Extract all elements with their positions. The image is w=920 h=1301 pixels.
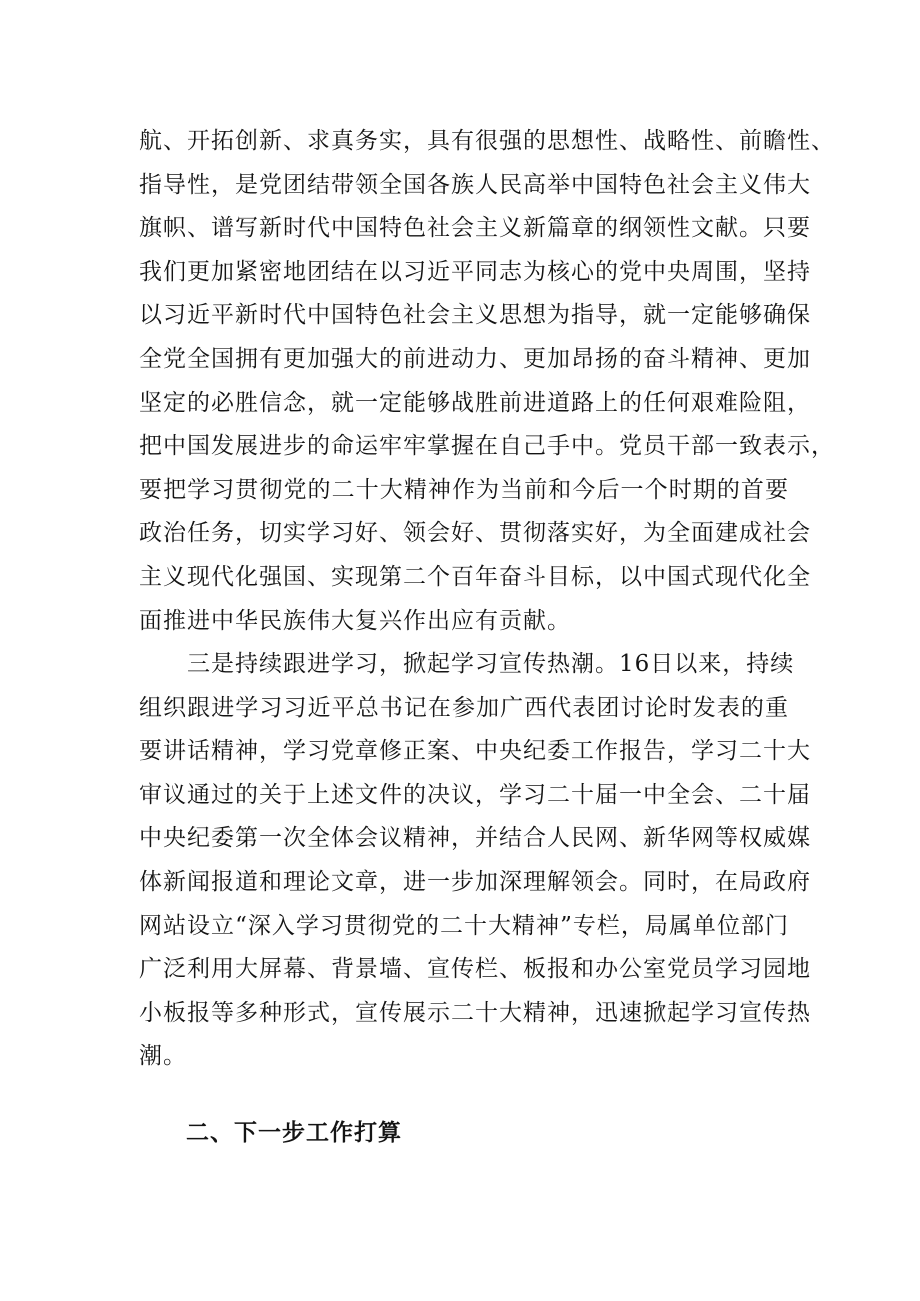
paragraph-line: 政治任务，切实学习好、领会好、贯彻落实好，为全面建成社会 <box>139 520 811 547</box>
paragraph-line: 主义现代化强国、实现第二个百年奋斗目标，以中国式现代化全 <box>139 563 811 590</box>
paragraph-line: 我们更加紧密地团结在以习近平同志为核心的党中央周围，坚持 <box>139 258 811 285</box>
paragraph-line: 以习近平新时代中国特色社会主义思想为指导，就一定能够确保 <box>139 302 811 329</box>
paragraph-line: 审议通过的关于上述文件的决议，学习二十届一中全会、二十届 <box>139 781 811 808</box>
paragraph-line: 航、开拓创新、求真务实，具有很强的思想性、战略性、前瞻性、 <box>139 128 835 154</box>
paragraph-line: 网站设立“深入学习贯彻党的二十大精神”专栏，局属单位部门 <box>139 912 789 939</box>
paragraph-line: 指导性，是党团结带领全国各族人民高举中国特色社会主义伟大 <box>139 171 811 198</box>
paragraph-line: 坚定的必胜信念，就一定能够战胜前进道路上的任何艰难险阻， <box>139 389 811 416</box>
paragraph-line: 面推进中华民族伟大复兴作出应有贡献。 <box>139 607 571 634</box>
section-heading: 二、下一步工作打算 <box>186 1120 402 1146</box>
paragraph-line: 三是持续跟进学习，掀起学习宣传热潮。16日以来，持续 <box>139 651 795 677</box>
paragraph-line: 中央纪委第一次全体会议精神，并结合人民网、新华网等权威媒 <box>139 825 811 852</box>
paragraph-line: 广泛利用大屏幕、背景墙、宣传栏、板报和办公室党员学习园地 <box>139 956 811 983</box>
paragraph-line: 要讲话精神，学习党章修正案、中央纪委工作报告，学习二十大 <box>139 738 811 765</box>
paragraph-1 <box>139 120 835 643</box>
paragraph-line: 要把学习贯彻党的二十大精神作为当前和今后一个时期的首要 <box>139 476 789 503</box>
paragraph-line: 小板报等多种形式，宣传展示二十大精神，迅速掀起学习宣传热 <box>139 999 811 1026</box>
paragraph-2 <box>139 643 811 1079</box>
paragraph-line: 体新闻报道和理论文章，进一步加深理解领会。同时，在局政府 <box>139 868 811 895</box>
paragraph-line: 潮。 <box>139 1043 187 1070</box>
paragraph-line: 全党全国拥有更加强大的前进动力、更加昂扬的奋斗精神、更加 <box>139 345 811 372</box>
paragraph-line: 旗帜、谱写新时代中国特色社会主义新篇章的纲领性文献。只要 <box>139 215 811 242</box>
paragraph-line: 把中国发展进步的命运牢牢掌握在自己手中。党员干部一致表示， <box>139 433 835 460</box>
paragraph-line: 组织跟进学习习近平总书记在参加广西代表团讨论时发表的重 <box>139 694 789 721</box>
